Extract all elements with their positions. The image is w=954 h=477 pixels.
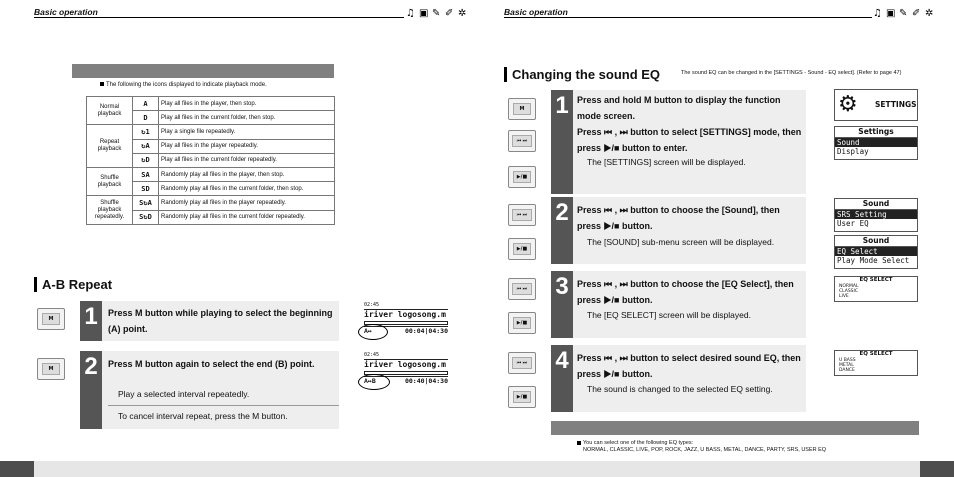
m-button-label: M — [42, 363, 60, 375]
step-instruction: Press ⏮ , ⏭ button to choose the [EQ Select], then press ▶/■ button. — [577, 279, 794, 305]
mode-description: Randomly play all files in the current folder, then stop. — [159, 182, 335, 196]
header-rule-right — [504, 17, 872, 18]
eq-select-screen-b — [834, 350, 918, 376]
screen-status-bar: 02:45 — [364, 352, 448, 360]
ab-repeat-title: A-B Repeat — [34, 277, 112, 292]
table-row — [87, 97, 335, 111]
header-rule-left — [34, 17, 404, 18]
mode-description: Randomly play all files in the player, then stop. — [159, 167, 335, 181]
screen-header: Sound — [835, 199, 917, 210]
m-button[interactable] — [37, 308, 65, 330]
bullet-icon — [100, 82, 104, 86]
play-stop-button[interactable] — [508, 166, 536, 188]
eq-item: LIVE — [839, 294, 849, 299]
settings-label: SETTINGS — [875, 100, 917, 109]
prev-next-buttons[interactable] — [508, 204, 536, 226]
time-readout: 00:40|04:30 — [404, 377, 448, 385]
mode-description: Play all files in the current folder repeatedly. — [159, 153, 335, 167]
table-caption: The following the icons displayed to indicate playback mode. — [100, 82, 267, 88]
screen-header: EQ SELECT — [859, 277, 893, 283]
settings-big-screen — [834, 89, 918, 121]
sound-menu-screen-a — [834, 198, 918, 232]
music-icon: ♫ — [873, 8, 882, 19]
eq-item: CLASSIC — [839, 289, 859, 294]
settings-menu-screen — [834, 126, 918, 160]
eq-item: DANCE — [839, 368, 855, 373]
highlight-ring — [358, 324, 388, 340]
mode-icon: D — [133, 111, 159, 125]
ab-mode-indicator: A↔B — [364, 377, 376, 385]
menu-item: EQ Select — [835, 247, 917, 256]
footer-block — [920, 461, 954, 477]
record-icon: ✎ — [432, 8, 441, 19]
category-shuffle-repeat: Shuffle playback repeatedly. — [87, 196, 133, 224]
eq-types-note: You can select one of the following EQ types: NORMAL, CLASSIC, LIVE, POP, ROCK, JAZZ, U BASS, METAL, DANCE, PARTY, SRS, USER EQ — [577, 440, 917, 454]
mode-icon: ↻D — [133, 153, 159, 167]
screen-status-bar: 02:45 — [364, 302, 448, 310]
gear-icon: ⚙ — [838, 92, 858, 117]
ab-mode-indicator: A↔ — [364, 327, 372, 335]
play-stop-button[interactable] — [508, 238, 536, 260]
m-button-label: M — [42, 313, 60, 325]
bottom-note-bar — [551, 421, 919, 435]
table-header-bar — [72, 64, 334, 78]
m-button-label: M — [513, 103, 531, 115]
mode-icon: SA — [133, 167, 159, 181]
mode-description: Play a single file repeatedly. — [159, 125, 335, 139]
play-stop-button[interactable] — [508, 312, 536, 334]
play-stop-icon: ▶/■ — [513, 243, 531, 255]
m-button[interactable] — [508, 98, 536, 120]
step-instruction: Press ⏮ , ⏭ button to select desired sound EQ, then press ▶/■ button. — [577, 353, 801, 379]
step-result: The [SETTINGS] screen will be displayed. — [587, 157, 746, 167]
title-mark — [504, 67, 507, 82]
step-instruction: Press M button while playing to select the beginning (A) point. — [108, 308, 333, 334]
screen-header: Sound — [835, 236, 917, 247]
prev-next-icon: ⏮ ⏭ — [512, 357, 532, 369]
screen-header: Settings — [835, 127, 917, 138]
header-icons-right — [873, 9, 936, 19]
song-title: iriver logosong.m — [364, 310, 446, 319]
mode-description: Play all files in the player, then stop. — [159, 97, 335, 111]
menu-item: Display — [837, 147, 869, 156]
playback-mode-table — [86, 96, 335, 225]
footer-block — [0, 461, 34, 477]
eq-item: U BASS — [839, 358, 856, 363]
table-row — [87, 167, 335, 181]
mode-icon: S↻A — [133, 196, 159, 210]
step-number-1: 1 — [551, 90, 573, 194]
step-instruction: Press ⏮ , ⏭ button to choose the [Sound], then press ▶/■ button. — [577, 205, 780, 231]
menu-item: Play Mode Select — [837, 256, 910, 265]
menu-item: SRS Setting — [835, 210, 917, 219]
header-label-right: Basic operation — [504, 7, 568, 17]
step-number-3: 3 — [551, 271, 573, 338]
footer-bar — [477, 461, 920, 477]
prev-next-buttons[interactable] — [508, 278, 536, 300]
mode-icon: ↻A — [133, 139, 159, 153]
mode-description: Randomly play all files in the current folder repeatedly. — [159, 210, 335, 224]
step-result: Play a selected interval repeatedly. — [118, 389, 250, 399]
header-icons-left — [406, 9, 469, 19]
mode-description: Randomly play all files in the player repeatedly. — [159, 196, 335, 210]
photo-icon: ▣ — [886, 8, 896, 19]
step-number-4: 4 — [551, 345, 573, 412]
tools-icon: ✐ — [445, 8, 454, 19]
right-page — [477, 0, 954, 477]
step-instruction: Press and hold M button to display the function mode screen. — [577, 95, 781, 121]
prev-next-icon: ⏮ ⏭ — [512, 135, 532, 147]
mode-icon: ↻1 — [133, 125, 159, 139]
mode-icon: A — [133, 97, 159, 111]
prev-next-buttons[interactable] — [508, 352, 536, 374]
step-instruction: Press ⏮ , ⏭ button to select [SETTINGS] mode, then press ▶/■ button to enter. — [577, 127, 802, 153]
prev-next-icon: ⏮ ⏭ — [512, 209, 532, 221]
music-icon: ♫ — [406, 8, 415, 19]
photo-icon: ▣ — [419, 8, 429, 19]
mode-description: Play all files in the current folder, then stop. — [159, 111, 335, 125]
step-number-2: 2 — [80, 351, 102, 429]
play-stop-button[interactable] — [508, 386, 536, 408]
footer-bar — [34, 461, 477, 477]
step-cancel-note: To cancel interval repeat, press the M button. — [118, 411, 288, 421]
prev-next-buttons[interactable] — [508, 130, 536, 152]
mode-icon: SD — [133, 182, 159, 196]
table-row — [87, 125, 335, 139]
eq-item: NORMAL — [839, 284, 859, 289]
category-repeat: Repeat playback — [87, 125, 133, 168]
step-number-2: 2 — [551, 197, 573, 264]
screen-header: EQ SELECT — [859, 351, 893, 357]
m-button[interactable] — [37, 358, 65, 380]
prev-next-icon: ⏮ ⏭ — [512, 283, 532, 295]
table-row — [87, 196, 335, 210]
step-result: The sound is changed to the selected EQ setting. — [587, 384, 773, 394]
sound-menu-screen-b — [834, 235, 918, 269]
play-stop-icon: ▶/■ — [513, 317, 531, 329]
eq-title: Changing the sound EQ — [504, 67, 660, 82]
settings-icon: ✲ — [925, 8, 934, 19]
step-divider — [108, 405, 339, 406]
eq-select-screen-a — [834, 276, 918, 302]
category-normal: Normal playback — [87, 97, 133, 125]
play-stop-icon: ▶/■ — [513, 391, 531, 403]
mode-description: Play all files in the player repeatedly. — [159, 139, 335, 153]
tools-icon: ✐ — [912, 8, 921, 19]
time-readout: 00:04|04:30 — [404, 327, 448, 335]
step-result: The [SOUND] sub-menu screen will be displayed. — [587, 237, 775, 247]
step-result: The [EQ SELECT] screen will be displayed. — [587, 310, 751, 320]
song-title: iriver logosong.m — [364, 360, 446, 369]
eq-item: METAL — [839, 363, 854, 368]
category-shuffle: Shuffle playback — [87, 167, 133, 195]
play-stop-icon: ▶/■ — [513, 171, 531, 183]
header-label-left: Basic operation — [34, 7, 98, 17]
menu-item: Sound — [835, 138, 917, 147]
settings-icon: ✲ — [458, 8, 467, 19]
mode-icon: S↻D — [133, 210, 159, 224]
eq-note: The sound EQ can be changed in the [SETTINGS - Sound - EQ select]. (Refer to page 47) — [681, 70, 902, 76]
bullet-icon — [577, 441, 581, 445]
step-number-1: 1 — [80, 301, 102, 341]
record-icon: ✎ — [899, 8, 908, 19]
highlight-ring — [358, 374, 390, 390]
step-instruction: Press M button again to select the end (B) point. — [108, 359, 315, 369]
menu-item: User EQ — [837, 219, 869, 228]
title-mark — [34, 277, 37, 292]
